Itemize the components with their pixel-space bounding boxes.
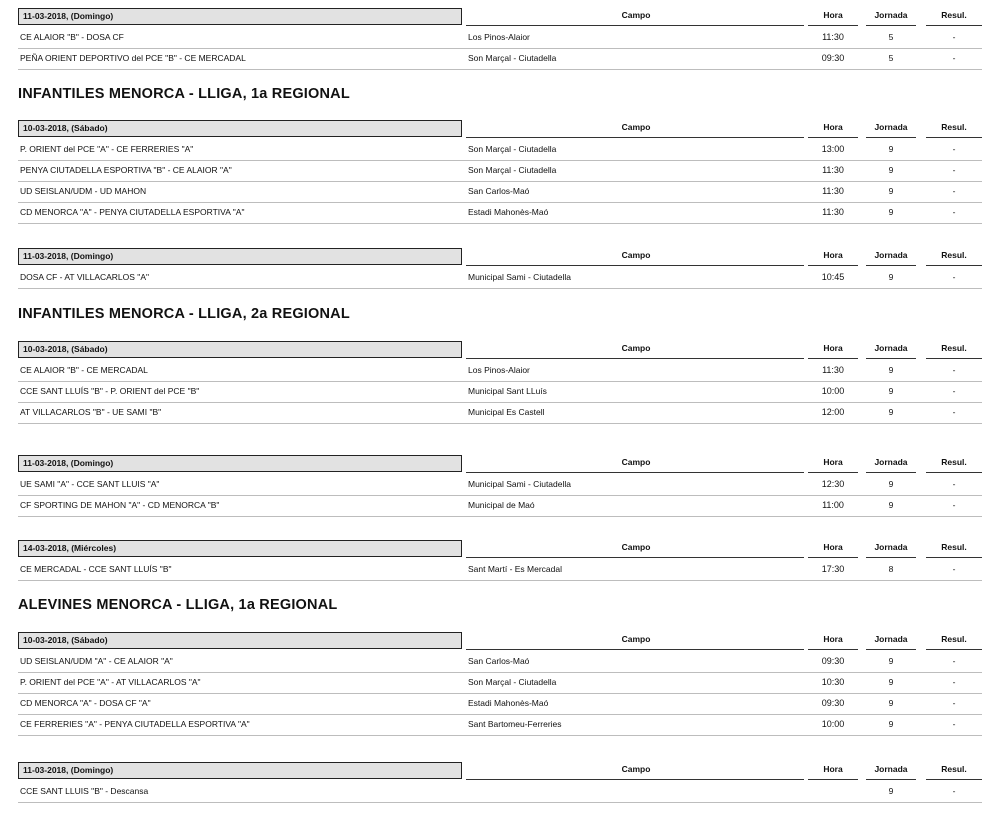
header-underline	[466, 779, 804, 780]
resul-header: Resul.	[941, 10, 967, 20]
resul-header: Resul.	[941, 634, 967, 644]
match-group	[0, 762, 982, 803]
campo-header: Campo	[621, 250, 651, 260]
match-teams: PENYA CIUTADELLA ESPORTIVA "B" - CE ALAIOR "A"	[20, 165, 232, 175]
match-venue: Municipal Es Castell	[468, 407, 545, 417]
match-result: -	[952, 479, 956, 489]
match-round: 9	[888, 479, 894, 489]
match-venue: Son Marçal - Ciutadella	[468, 144, 557, 154]
match-teams: CE ALAIOR "B" - CE MERCADAL	[20, 365, 148, 375]
match-time: 09:30	[821, 53, 845, 63]
header-underline	[866, 137, 916, 138]
match-group	[0, 632, 982, 736]
jornada-header: Jornada	[874, 634, 908, 644]
match-time: 11:00	[822, 500, 844, 510]
header-underline	[926, 557, 982, 558]
match-teams: CCE SANT LLUÍS "B" - P. ORIENT del PCE "B"	[20, 386, 200, 396]
header-underline	[866, 358, 916, 359]
match-row	[18, 782, 982, 803]
match-teams: UD SEISLAN/UDM - UD MAHON	[20, 186, 147, 196]
group-header	[0, 341, 982, 361]
header-underline	[808, 358, 858, 359]
match-venue: Son Marçal - Ciutadella	[468, 53, 557, 63]
hora-header: Hora	[823, 122, 843, 132]
date-header: 11-03-2018, (Domingo)	[18, 8, 462, 25]
match-result: -	[952, 656, 956, 666]
match-row	[18, 560, 982, 581]
resul-header: Resul.	[941, 542, 967, 552]
header-underline	[808, 779, 858, 780]
match-row	[18, 161, 982, 182]
hora-header: Hora	[823, 10, 843, 20]
group-header	[0, 632, 982, 652]
group-header	[0, 120, 982, 140]
match-time: 11:30	[822, 207, 844, 217]
match-round: 8	[888, 564, 894, 574]
header-underline	[466, 649, 804, 650]
match-group	[0, 120, 982, 224]
match-row	[18, 403, 982, 424]
match-result: -	[952, 719, 956, 729]
match-result: -	[952, 207, 956, 217]
match-result: -	[952, 698, 956, 708]
match-venue: Estadi Mahonès-Maó	[468, 698, 549, 708]
header-underline	[808, 472, 858, 473]
match-venue: Municipal Sami - Ciutadella	[468, 479, 571, 489]
match-teams: CE ALAIOR "B" - DOSA CF	[20, 32, 124, 42]
date-header: 10-03-2018, (Sábado)	[18, 632, 462, 649]
match-venue: San Carlos-Maó	[468, 656, 530, 666]
match-round: 9	[888, 186, 894, 196]
date-header: 11-03-2018, (Domingo)	[18, 248, 462, 265]
group-header	[0, 762, 982, 782]
match-round: 9	[888, 719, 894, 729]
campo-header: Campo	[621, 542, 651, 552]
header-underline	[926, 649, 982, 650]
header-underline	[466, 472, 804, 473]
date-header: 11-03-2018, (Domingo)	[18, 762, 462, 779]
hora-header: Hora	[823, 250, 843, 260]
hora-header: Hora	[823, 542, 843, 552]
campo-header: Campo	[621, 634, 651, 644]
match-time: 13:00	[821, 144, 845, 154]
header-underline	[866, 779, 916, 780]
header-underline	[926, 137, 982, 138]
match-round: 9	[888, 786, 894, 796]
match-venue: Municipal Sami - Ciutadella	[468, 272, 571, 282]
match-teams: CE FERRERIES "A" - PENYA CIUTADELLA ESPORTIVA "A"	[20, 719, 250, 729]
group-header	[0, 540, 982, 560]
match-result: -	[952, 165, 956, 175]
header-underline	[466, 557, 804, 558]
match-teams: CD MENORCA "A" - PENYA CIUTADELLA ESPORTIVA "A"	[20, 207, 245, 217]
header-underline	[808, 137, 858, 138]
header-underline	[926, 472, 982, 473]
match-group	[0, 455, 982, 517]
match-round: 9	[888, 272, 894, 282]
header-underline	[866, 649, 916, 650]
match-row	[18, 652, 982, 673]
date-header: 14-03-2018, (Miércoles)	[18, 540, 462, 557]
header-underline	[866, 25, 916, 26]
campo-header: Campo	[621, 457, 651, 467]
match-result: -	[952, 186, 956, 196]
match-group	[0, 341, 982, 424]
match-teams: UD SEISLAN/UDM "A" - CE ALAIOR "A"	[20, 656, 173, 666]
match-time: 12:30	[821, 479, 845, 489]
jornada-header: Jornada	[874, 10, 908, 20]
match-row	[18, 28, 982, 49]
match-teams: CF SPORTING DE MAHON "A" - CD MENORCA "B"	[20, 500, 220, 510]
match-row	[18, 182, 982, 203]
jornada-header: Jornada	[874, 343, 908, 353]
match-time: 10:45	[821, 272, 845, 282]
campo-header: Campo	[621, 343, 651, 353]
resul-header: Resul.	[941, 764, 967, 774]
header-underline	[466, 25, 804, 26]
match-venue: Son Marçal - Ciutadella	[468, 677, 557, 687]
header-underline	[466, 265, 804, 266]
match-group	[0, 248, 982, 289]
match-time: 10:00	[821, 386, 845, 396]
match-round: 5	[888, 53, 894, 63]
date-header: 11-03-2018, (Domingo)	[18, 455, 462, 472]
match-teams: UE SAMI "A" - CCE SANT LLUIS "A"	[20, 479, 160, 489]
match-round: 5	[888, 32, 894, 42]
match-round: 9	[888, 365, 894, 375]
header-underline	[808, 557, 858, 558]
resul-header: Resul.	[941, 250, 967, 260]
header-underline	[926, 779, 982, 780]
match-teams: P. ORIENT del PCE "A" - CE FERRERIES "A"	[20, 144, 194, 154]
campo-header: Campo	[621, 764, 651, 774]
match-round: 9	[888, 386, 894, 396]
match-time: 11:30	[822, 32, 844, 42]
match-venue: San Carlos-Maó	[468, 186, 530, 196]
jornada-header: Jornada	[874, 457, 908, 467]
hora-header: Hora	[823, 457, 843, 467]
match-row	[18, 268, 982, 289]
match-time: 17:30	[821, 564, 845, 574]
match-venue: Municipal Sant LLuís	[468, 386, 547, 396]
group-header	[0, 8, 982, 28]
match-venue: Sant Martí - Es Mercadal	[468, 564, 563, 574]
section-title: ALEVINES MENORCA - LLIGA, 1a REGIONAL	[18, 597, 338, 613]
match-row	[18, 382, 982, 403]
match-time: 11:30	[822, 165, 844, 175]
match-row	[18, 475, 982, 496]
match-round: 9	[888, 165, 894, 175]
match-result: -	[952, 500, 956, 510]
match-teams: CCE SANT LLUIS "B" - Descansa	[20, 786, 149, 796]
jornada-header: Jornada	[874, 542, 908, 552]
match-result: -	[952, 786, 956, 796]
match-result: -	[952, 564, 956, 574]
match-group	[0, 8, 982, 70]
match-round: 9	[888, 677, 894, 687]
header-underline	[808, 649, 858, 650]
date-header: 10-03-2018, (Sábado)	[18, 341, 462, 358]
match-time: 11:30	[822, 365, 844, 375]
match-row	[18, 140, 982, 161]
jornada-header: Jornada	[874, 250, 908, 260]
match-row	[18, 49, 982, 70]
match-venue: Son Marçal - Ciutadella	[468, 165, 557, 175]
jornada-header: Jornada	[874, 122, 908, 132]
match-time: 10:00	[821, 719, 845, 729]
header-underline	[466, 137, 804, 138]
header-underline	[808, 265, 858, 266]
match-result: -	[952, 365, 956, 375]
match-time: 11:30	[822, 186, 844, 196]
group-header	[0, 455, 982, 475]
match-venue: Municipal de Maó	[468, 500, 535, 510]
campo-header: Campo	[621, 122, 651, 132]
match-row	[18, 361, 982, 382]
header-underline	[866, 265, 916, 266]
section-title: INFANTILES MENORCA - LLIGA, 2a REGIONAL	[18, 306, 350, 322]
match-teams: AT VILLACARLOS "B" - UE SAMI "B"	[20, 407, 162, 417]
match-teams: P. ORIENT del PCE "A" - AT VILLACARLOS "A"	[20, 677, 201, 687]
match-result: -	[952, 32, 956, 42]
header-underline	[926, 358, 982, 359]
header-underline	[926, 25, 982, 26]
match-time: 09:30	[821, 698, 845, 708]
header-underline	[866, 472, 916, 473]
header-underline	[466, 358, 804, 359]
match-result: -	[952, 53, 956, 63]
match-round: 9	[888, 656, 894, 666]
jornada-header: Jornada	[874, 764, 908, 774]
match-group	[0, 540, 982, 581]
match-venue: Estadi Mahonès-Maó	[468, 207, 549, 217]
match-result: -	[952, 144, 956, 154]
hora-header: Hora	[823, 634, 843, 644]
match-venue: Los Pinos-Alaior	[468, 365, 530, 375]
match-round: 9	[888, 698, 894, 708]
match-round: 9	[888, 407, 894, 417]
resul-header: Resul.	[941, 343, 967, 353]
match-teams: DOSA CF - AT VILLACARLOS "A"	[20, 272, 150, 282]
match-round: 9	[888, 144, 894, 154]
match-time: 12:00	[821, 407, 845, 417]
match-round: 9	[888, 500, 894, 510]
match-row	[18, 203, 982, 224]
header-underline	[866, 557, 916, 558]
match-teams: CE MERCADAL - CCE SANT LLUÍS "B"	[20, 564, 172, 574]
match-row	[18, 715, 982, 736]
header-underline	[926, 265, 982, 266]
match-time: 09:30	[821, 656, 845, 666]
match-teams: PEÑA ORIENT DEPORTIVO del PCE "B" - CE MERCADAL	[20, 53, 246, 63]
match-row	[18, 673, 982, 694]
match-row	[18, 694, 982, 715]
match-round: 9	[888, 207, 894, 217]
match-venue: Los Pinos-Alaior	[468, 32, 530, 42]
match-result: -	[952, 677, 956, 687]
date-header: 10-03-2018, (Sábado)	[18, 120, 462, 137]
match-row	[18, 496, 982, 517]
hora-header: Hora	[823, 764, 843, 774]
match-time: 10:30	[821, 677, 845, 687]
header-underline	[808, 25, 858, 26]
section-title: INFANTILES MENORCA - LLIGA, 1a REGIONAL	[18, 86, 350, 102]
match-teams: CD MENORCA "A" - DOSA CF "A"	[20, 698, 151, 708]
hora-header: Hora	[823, 343, 843, 353]
match-venue: Sant Bartomeu-Ferreries	[468, 719, 562, 729]
match-result: -	[952, 407, 956, 417]
match-result: -	[952, 386, 956, 396]
resul-header: Resul.	[941, 457, 967, 467]
match-result: -	[952, 272, 956, 282]
resul-header: Resul.	[941, 122, 967, 132]
campo-header: Campo	[621, 10, 651, 20]
group-header	[0, 248, 982, 268]
